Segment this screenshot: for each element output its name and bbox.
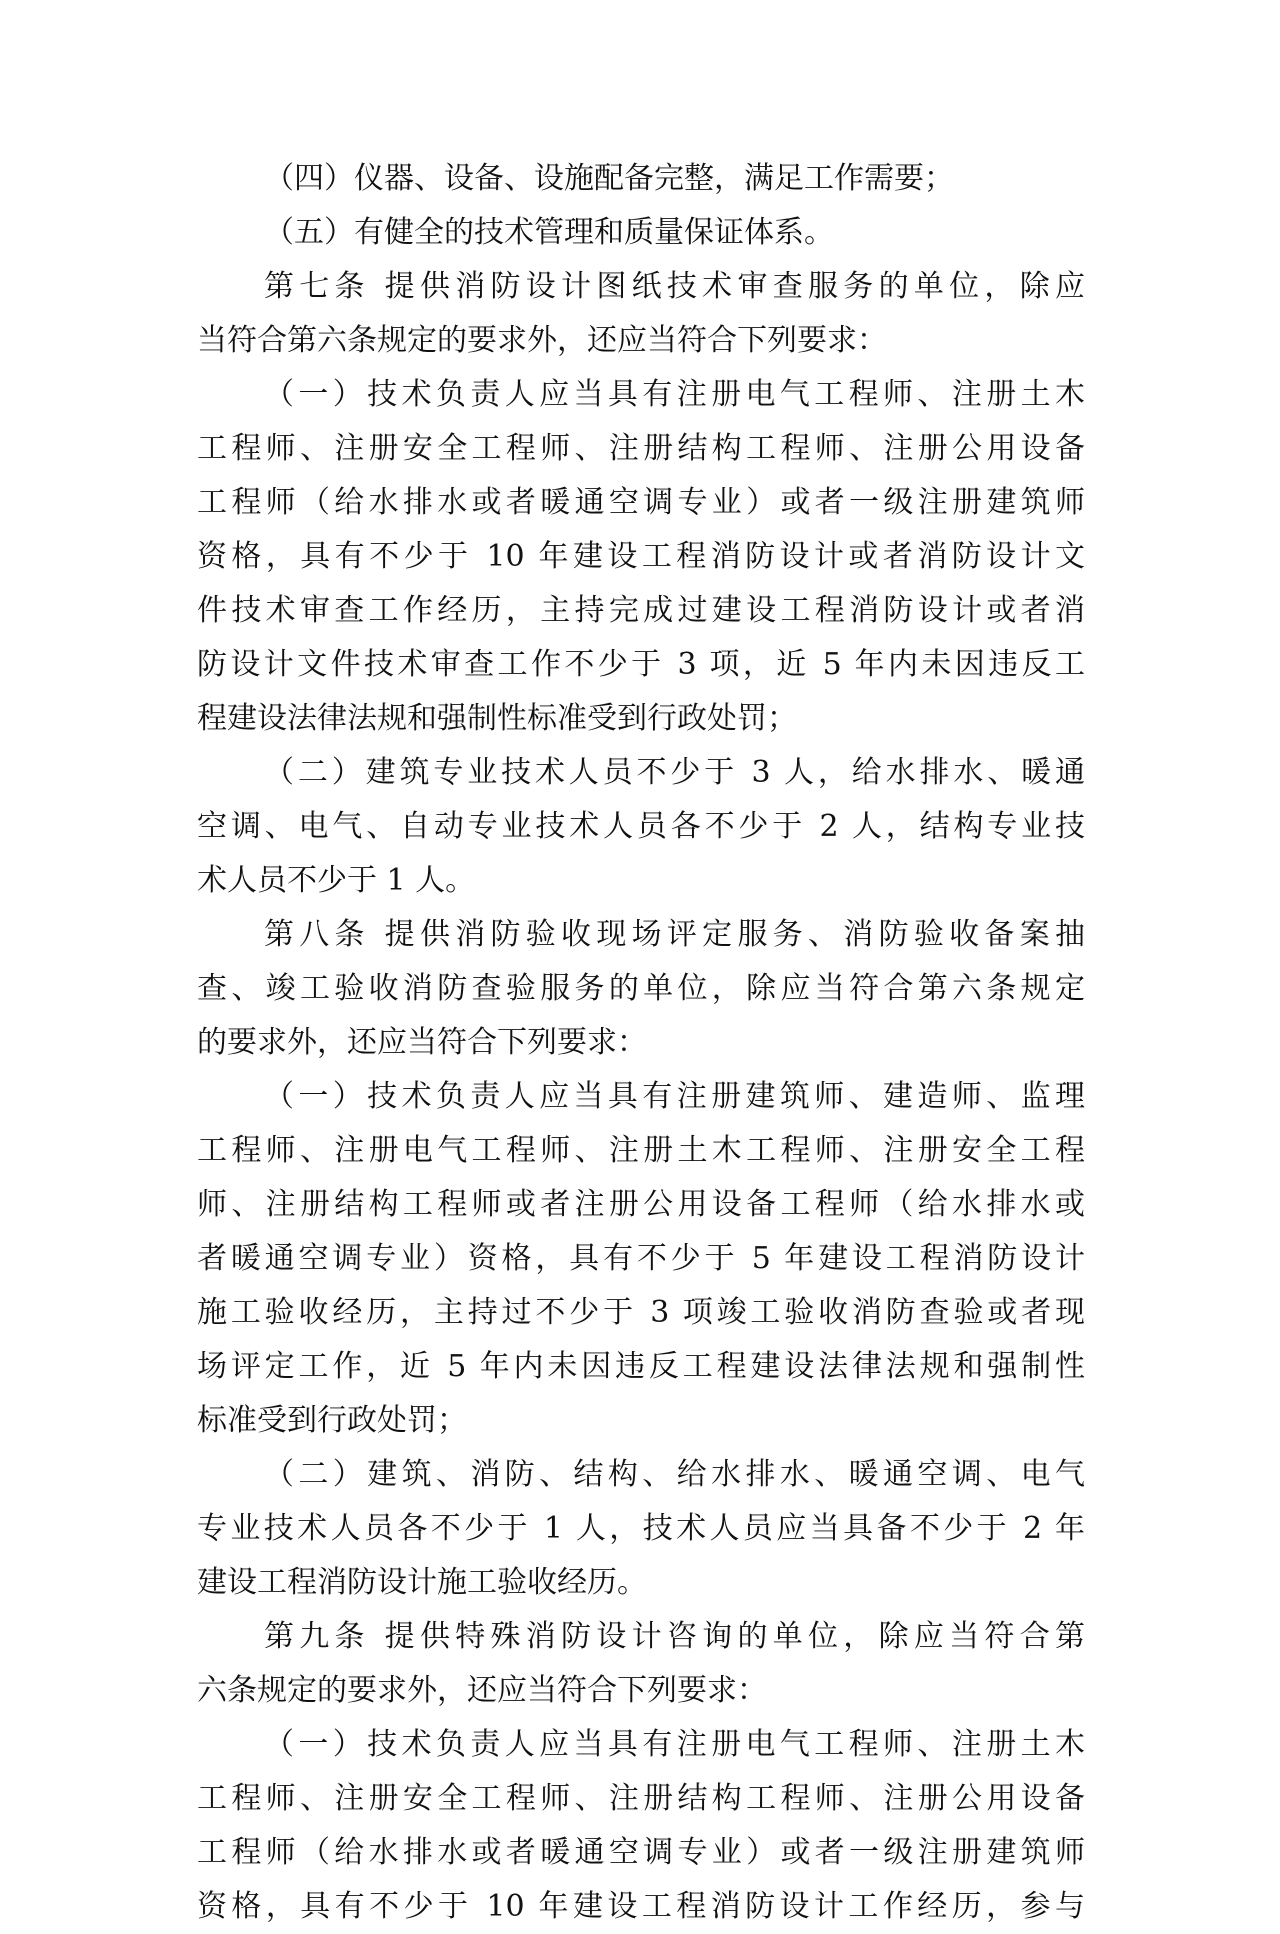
text-line: 第八条 提供消防验收现场评定服务、消防验收备案抽 (264, 917, 1085, 952)
text-line: 防设计文件技术审查工作不少于 3 项，近 5 年内未因违反工 (197, 647, 1085, 682)
text-line: （一）技术负责人应当具有注册电气工程师、注册土木 (264, 1727, 1085, 1762)
text-line: 资格，具有不少于 10 年建设工程消防设计工作经历，参与 (197, 1889, 1085, 1924)
text-line: 第七条 提供消防设计图纸技术审查服务的单位，除应 (264, 269, 1085, 304)
text-line: 六条规定的要求外，还应当符合下列要求： (197, 1673, 767, 1708)
text-line: 工程师（给水排水或者暖通空调专业）或者一级注册建筑师 (197, 485, 1085, 520)
text-line: （五）有健全的技术管理和质量保证体系。 (264, 215, 834, 250)
text-line: 场评定工作，近 5 年内未因违反工程建设法律法规和强制性 (197, 1349, 1085, 1384)
text-line: 者暖通空调专业）资格，具有不少于 5 年建设工程消防设计 (197, 1241, 1085, 1276)
text-line: 标准受到行政处罚； (197, 1403, 467, 1438)
text-line: 专业技术人员各不少于 1 人，技术人员应当具备不少于 2 年 (197, 1511, 1085, 1546)
text-line: 工程师（给水排水或者暖通空调专业）或者一级注册建筑师 (197, 1835, 1085, 1870)
text-line: （二）建筑、消防、结构、给水排水、暖通空调、电气 (264, 1457, 1085, 1492)
text-line: 当符合第六条规定的要求外，还应当符合下列要求： (197, 323, 887, 358)
text-line: 术人员不少于 1 人。 (197, 863, 476, 898)
text-line: 资格，具有不少于 10 年建设工程消防设计或者消防设计文 (197, 539, 1085, 574)
text-line: 空调、电气、自动专业技术人员各不少于 2 人，结构专业技 (197, 809, 1085, 844)
text-line: 第九条 提供特殊消防设计咨询的单位，除应当符合第 (264, 1619, 1085, 1654)
text-line: 工程师、注册电气工程师、注册土木工程师、注册安全工程 (197, 1133, 1085, 1168)
text-line: 建设工程消防设计施工验收经历。 (197, 1565, 647, 1600)
text-line: 程建设法律法规和强制性标准受到行政处罚； (197, 701, 797, 736)
text-line: 施工验收经历，主持过不少于 3 项竣工验收消防查验或者现 (197, 1295, 1085, 1330)
text-line: 师、注册结构工程师或者注册公用设备工程师（给水排水或 (197, 1187, 1085, 1222)
text-line: 工程师、注册安全工程师、注册结构工程师、注册公用设备 (197, 431, 1085, 466)
text-line: （一）技术负责人应当具有注册电气工程师、注册土木 (264, 377, 1085, 412)
text-line: 件技术审查工作经历，主持完成过建设工程消防设计或者消 (197, 593, 1085, 628)
text-line: 的要求外，还应当符合下列要求： (197, 1025, 647, 1060)
text-line: 工程师、注册安全工程师、注册结构工程师、注册公用设备 (197, 1781, 1085, 1816)
text-line: （二）建筑专业技术人员不少于 3 人，给水排水、暖通 (264, 755, 1085, 790)
text-line: （四）仪器、设备、设施配备完整，满足工作需要； (264, 161, 954, 196)
document-body (197, 152, 1085, 1934)
text-line: 查、竣工验收消防查验服务的单位，除应当符合第六条规定 (197, 971, 1085, 1006)
text-line: （一）技术负责人应当具有注册建筑师、建造师、监理 (264, 1079, 1085, 1114)
